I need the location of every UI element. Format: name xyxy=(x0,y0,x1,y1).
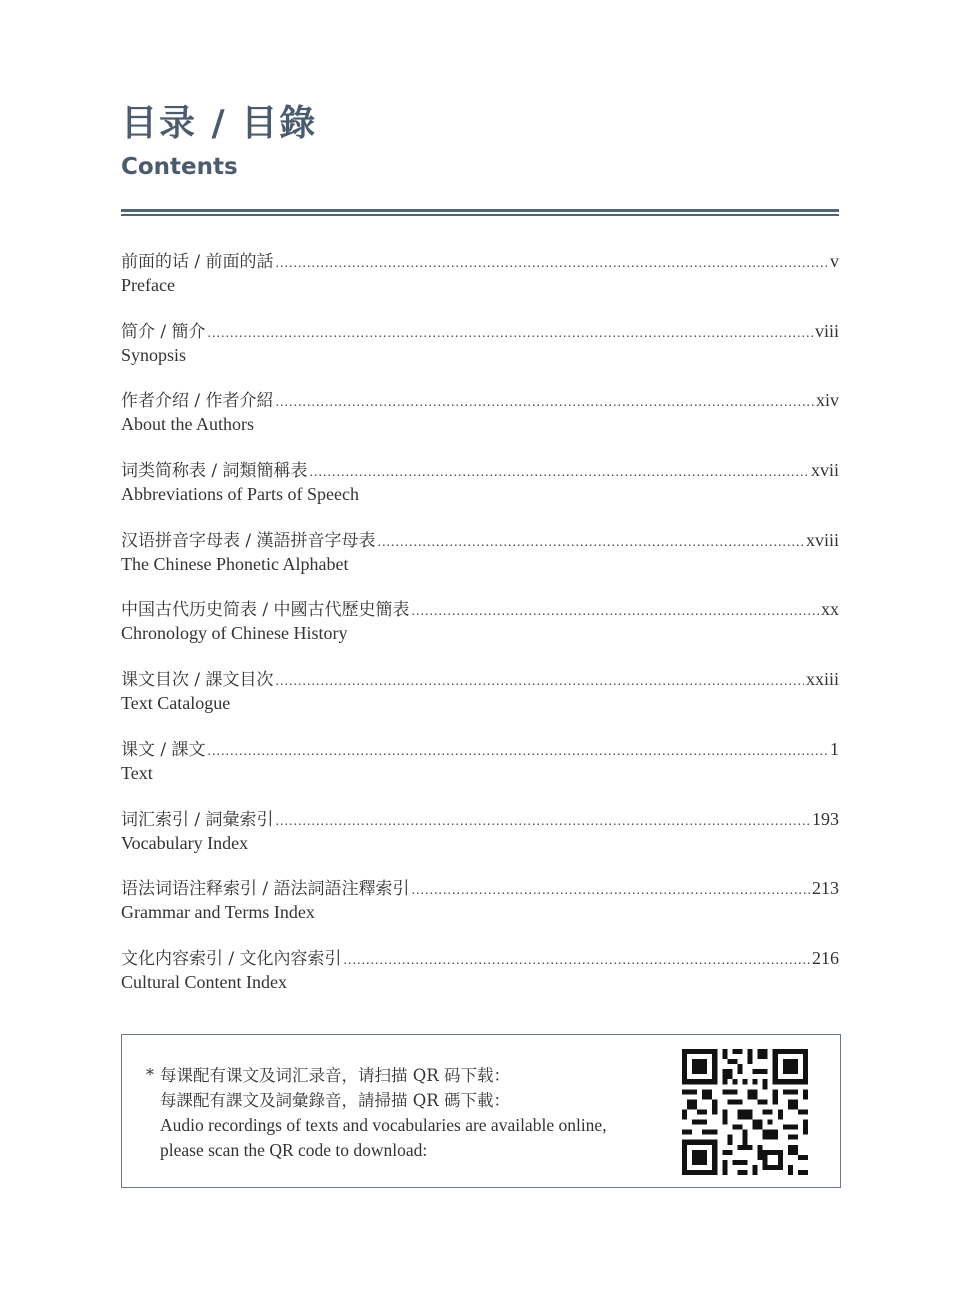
toc-entry-title-en: Grammar and Terms Index xyxy=(121,902,315,923)
page-title-chinese: 目录 / 目錄 xyxy=(121,103,318,144)
toc-entry-phonetic-alphabet[interactable] xyxy=(121,527,839,597)
toc-entry-title-en: Cultural Content Index xyxy=(121,971,287,992)
toc-entry-cultural-index[interactable] xyxy=(121,945,839,1015)
toc-page-number: xxiii xyxy=(805,669,839,690)
toc-page-number: v xyxy=(830,251,839,271)
toc-entry-preface[interactable] xyxy=(121,248,839,318)
note-english-line-2: please scan the QR code to download: xyxy=(160,1140,428,1160)
toc-entry-synopsis[interactable] xyxy=(121,318,839,388)
dot-leader xyxy=(208,321,813,347)
toc-entry-title-en: About the Authors xyxy=(121,414,254,435)
dot-leader xyxy=(412,878,810,904)
asterisk-marker: * xyxy=(146,1065,154,1084)
dot-leader xyxy=(276,251,828,277)
toc-page-number: xiv xyxy=(815,390,839,411)
dot-leader xyxy=(310,460,809,486)
toc-page-number: xviii xyxy=(805,529,839,550)
toc-entry-title-zh: 语法词语注释索引 / 語法詞語注釋索引 xyxy=(121,879,410,900)
toc-entry-abbreviations[interactable] xyxy=(121,457,839,527)
toc-entry-title-zh: 词类简称表 / 詞類簡稱表 xyxy=(121,461,308,482)
dot-leader xyxy=(344,948,810,974)
toc-page-number: 1 xyxy=(830,738,839,759)
dot-leader xyxy=(276,390,814,416)
toc-entry-title-en: Text Catalogue xyxy=(121,693,231,714)
toc-page-number: xx xyxy=(821,599,839,620)
note-text xyxy=(146,1063,607,1163)
toc-entry-title-zh: 简介 / 簡介 xyxy=(121,321,206,342)
toc-entry-vocabulary-index[interactable] xyxy=(121,806,839,876)
toc-entry-title-zh: 中国古代历史简表 / 中國古代歷史簡表 xyxy=(121,600,410,621)
audio-download-note xyxy=(121,1034,841,1188)
toc-entry-title-zh: 词汇索引 / 詞彙索引 xyxy=(121,809,274,830)
dot-leader xyxy=(412,599,819,625)
page-title-english: Contents xyxy=(121,154,238,180)
toc-page-number: 216 xyxy=(812,947,839,968)
toc-entry-text-catalogue[interactable] xyxy=(121,666,839,736)
dot-leader xyxy=(276,669,804,695)
toc-page-number: 193 xyxy=(812,808,839,829)
toc-entry-title-zh: 作者介绍 / 作者介紹 xyxy=(121,391,274,412)
table-of-contents xyxy=(121,248,839,1015)
toc-entry-title-zh: 课文目次 / 課文目次 xyxy=(121,670,274,691)
dot-leader xyxy=(378,530,804,556)
title-divider xyxy=(121,209,839,216)
toc-entry-title-en: Abbreviations of Parts of Speech xyxy=(121,484,359,505)
toc-entry-title-zh: 汉语拼音字母表 / 漢語拼音字母表 xyxy=(121,530,376,551)
dot-leader xyxy=(276,809,810,835)
toc-page-number: 213 xyxy=(812,878,839,899)
toc-entry-title-en: Synopsis xyxy=(121,344,187,365)
toc-entry-title-zh: 文化内容索引 / 文化內容索引 xyxy=(121,948,342,969)
note-traditional-chinese: 每課配有課文及詞彙錄音，請掃描 QR 碼下載： xyxy=(160,1091,510,1110)
toc-page-number: viii xyxy=(814,320,839,341)
toc-entry-about-authors[interactable] xyxy=(121,387,839,457)
note-english-line-1: Audio recordings of texts and vocabularies are available online, xyxy=(160,1115,607,1135)
toc-entry-title-en: The Chinese Phonetic Alphabet xyxy=(121,553,349,574)
toc-entry-title-zh: 课文 / 課文 xyxy=(121,739,206,760)
toc-entry-chronology[interactable] xyxy=(121,596,839,666)
toc-entry-grammar-index[interactable] xyxy=(121,875,839,945)
note-simplified-chinese: 每课配有课文及词汇录音，请扫描 QR 码下载： xyxy=(160,1066,510,1085)
dot-leader xyxy=(208,739,828,765)
toc-page-number: xvii xyxy=(810,460,839,481)
toc-entry-title-en: Vocabulary Index xyxy=(121,832,249,853)
toc-entry-title-zh: 前面的话 / 前面的話 xyxy=(121,252,274,272)
toc-entry-title-en: Text xyxy=(121,762,153,783)
qr-code-icon[interactable] xyxy=(682,1049,808,1175)
toc-entry-title-en: Preface xyxy=(121,275,175,295)
toc-entry-title-en: Chronology of Chinese History xyxy=(121,623,348,644)
toc-entry-text[interactable] xyxy=(121,736,839,806)
